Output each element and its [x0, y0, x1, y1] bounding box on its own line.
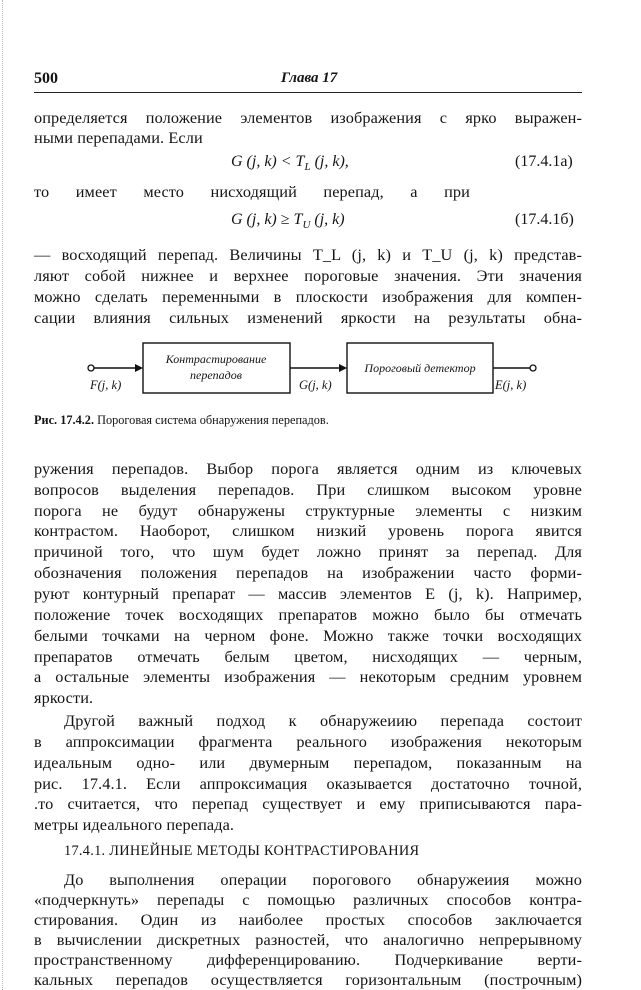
- paragraph-line: — восходящий перепад. Величины T_L (j, k) и T_U (j, k) представ-: [34, 245, 582, 264]
- paragraph-line: ружения перепадов. Выбор порога является одним из ключевых: [34, 459, 582, 478]
- paragraph-line: метры идеального перепада.: [34, 815, 235, 834]
- paragraph-line: вопросов выделения перепадов. При слишком высоком уровне: [34, 480, 582, 499]
- equation-number: (17.4.1a): [515, 153, 573, 170]
- page-number: 500: [34, 70, 58, 87]
- paragraph-line: пространственному дифференцированию. Подчеркивание верти-: [34, 950, 582, 969]
- paragraph-line: в аппроксимации фрагмента реального изображения некоторым: [34, 732, 582, 751]
- paragraph-line: «подчеркнуть» перепады с помощью различных способов контра-: [34, 890, 582, 909]
- paragraph-line: порога не будут обнаружены структурные элементы с низким: [34, 501, 582, 520]
- paragraph-line: причиной того, что шум будет ложно принят за перепад. Для: [34, 542, 582, 561]
- paragraph-line: идеальным одно- или двумерным перепадом, показанным на: [34, 753, 582, 772]
- block1-label-line1: Контрастирование: [165, 352, 267, 366]
- output-label: E(j, k): [495, 378, 527, 392]
- paragraph-line: сации влияния сильных изменений яркости на результаты обна-: [34, 308, 582, 327]
- equation-number: (17.4.1б): [515, 211, 574, 228]
- block-contrast-enhancement: [143, 343, 290, 393]
- paragraph-line: ляют собой нижнее и верхнее пороговые значения. Эти значения: [34, 266, 582, 285]
- scan-edge-dots: [2, 0, 4, 990]
- paragraph-line: стирования. Один из наиболее простых способов заключается: [34, 910, 582, 929]
- paragraph-line: а остальные элементы изображения — некоторым средним уровнем: [34, 667, 582, 686]
- middle-arrowhead: [339, 364, 347, 372]
- input-terminal: [88, 365, 94, 371]
- paragraph-line: контрастом. Наоборот, слишком низкий уровень порога явится: [34, 521, 582, 540]
- paragraph-line: положение точек восходящих препаратов можно было бы отмечать: [34, 605, 582, 624]
- paragraph-line: препаратов отмечать белым цветом, нисходящих — черным,: [34, 647, 582, 666]
- paragraph-line: До выполнения операции порогового обнаружеиия можно: [64, 870, 582, 889]
- equation-17-4-1a: G (j, $k) < T_L$ (j, k),: [231, 153, 349, 174]
- paragraph-line: кальных перепадов осуществляется горизонтальным (построчным): [34, 970, 582, 989]
- paragraph-line: Другой важный подход к обнаружеиию перепада состоит: [64, 711, 582, 730]
- paragraph-line: рис. 17.4.1. Если аппроксимация оказывается достаточно точной,: [34, 774, 582, 793]
- equation-17-4-1b: G (j, $k) \ge T_U$ (j, k): [231, 211, 345, 232]
- output-terminal: [530, 365, 536, 371]
- block2-label: Пороговый детектор: [364, 361, 476, 375]
- paragraph-line: .то считается, что перепад существует и ему приписываются пара-: [34, 794, 582, 813]
- paragraph-line: белыми точками на черном фоне. Можно также точки восходящих: [34, 626, 582, 645]
- paragraph-line: яркости.: [34, 688, 94, 707]
- page-header: [34, 70, 582, 93]
- input-arrowhead: [135, 364, 143, 372]
- paragraph-line: определяется положение элементов изображения с ярко выражен-: [34, 108, 582, 127]
- block1-label-line2: перепадов: [190, 368, 242, 382]
- paragraph-line: обозначения положения перепадов на изображении часто форми-: [34, 563, 582, 582]
- middle-label: G(j, k): [299, 378, 332, 392]
- input-label: F(j, k): [90, 378, 122, 392]
- section-heading: 17.4.1. ЛИНЕЙНЫЕ МЕТОДЫ КОНТРАСТИРОВАНИЯ: [64, 843, 420, 859]
- paragraph-line: руют контурный препарат — массив элементов E (j, k). Например,: [34, 584, 582, 603]
- paragraph-line: можно сделать переменными в плоскости изображения для компен-: [34, 287, 582, 306]
- paragraph-line: ными перепадами. Если: [34, 128, 203, 147]
- paragraph-line: в вычислении дискретных разностей, что аналогично непрерывному: [34, 930, 582, 949]
- chapter-title: Глава 17: [281, 70, 338, 86]
- paragraph-line: то имеет место нисходящий перепад, а при: [34, 182, 470, 201]
- figure-caption: Рис. 17.4.2. Пороговая система обнаружения перепадов.: [34, 413, 329, 427]
- block-threshold-detector: [347, 343, 493, 393]
